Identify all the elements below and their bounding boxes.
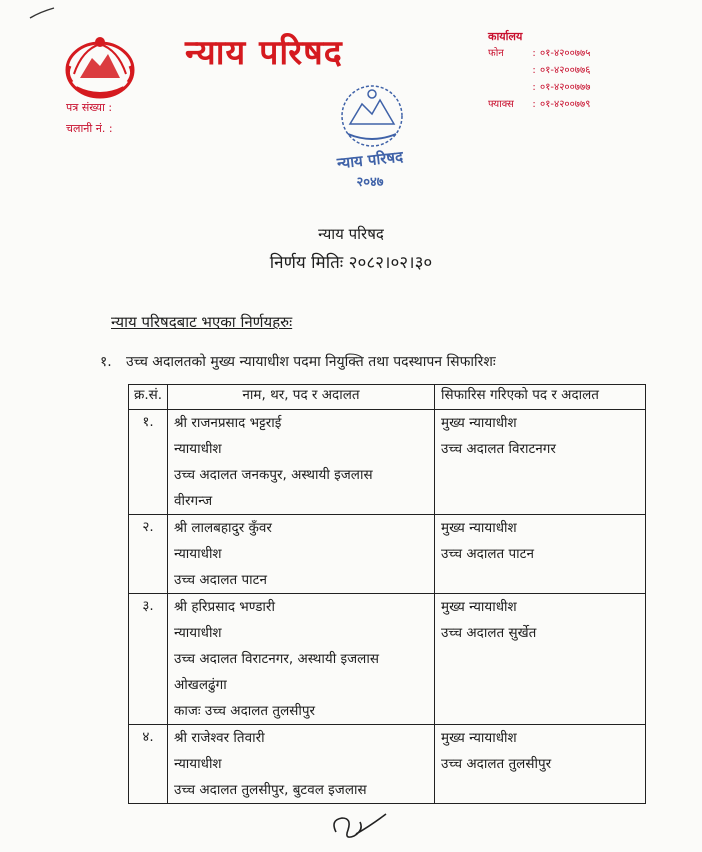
contact-value: ०१-४२००७७५ (540, 48, 591, 59)
item-number: १. (100, 354, 112, 370)
contact-label: फोन (488, 48, 504, 59)
row-details (168, 594, 435, 725)
recommended-court: उच्च अदालत तुलसीपुर (441, 756, 552, 772)
contact-row (488, 96, 590, 113)
judge-post: न्यायाधीश (174, 546, 222, 562)
judge-court-cont: वीरगन्ज (174, 493, 213, 509)
judge-court: उच्च अदालत पाटन (174, 572, 267, 588)
row-serial: ३. (129, 594, 168, 725)
nepal-emblem-icon (62, 30, 138, 100)
signature-mark (326, 808, 390, 846)
row-serial: १. (129, 410, 168, 515)
column-header-details: नाम, थर, पद र अदालत (168, 385, 435, 410)
recommended-post: मुख्य न्यायाधीश (441, 415, 517, 431)
recommended-court: उच्च अदालत सुर्खेत (441, 625, 537, 641)
row-recommended (435, 515, 646, 594)
table-row (129, 594, 646, 725)
row-recommended (435, 725, 646, 804)
recommended-court: उच्च अदालत विराटनगर (441, 441, 556, 457)
contact-separator: : (532, 99, 536, 110)
judge-acting-court: काजः उच्च अदालत तुलसीपुर (174, 703, 316, 719)
table-header-row (129, 385, 646, 410)
council-seal (322, 80, 418, 192)
contact-block (488, 28, 590, 113)
row-recommended (435, 594, 646, 725)
contact-row (488, 62, 590, 79)
item-heading (100, 352, 496, 371)
ref-number-label: पत्र संख्या : (66, 101, 113, 114)
contact-label: फ्याक्स (488, 99, 514, 110)
judge-name: श्री लालबहादुर कुँवर (174, 520, 272, 536)
pen-mark-icon (28, 6, 56, 20)
recommended-post: मुख्य न्यायाधीश (441, 730, 517, 746)
judge-court: उच्च अदालत विराटनगर, अस्थायी इजलास (174, 651, 379, 667)
contact-value: ०१-४२००७७६ (540, 65, 591, 76)
judge-post: न्यायाधीश (174, 441, 222, 457)
contact-separator: : (532, 48, 536, 59)
judge-court-cont: ओखलढुंगा (174, 677, 227, 693)
office-label: कार्यालय (488, 30, 523, 43)
table-row (129, 515, 646, 594)
judge-name: श्री राजेश्वर तिवारी (174, 730, 265, 746)
item-text: उच्च अदालतको मुख्य न्यायाधीश पदमा नियुक्ति तथा पदस्थापन सिफारिशः (126, 354, 496, 370)
dispatch-number-label: चलानी नं. : (66, 122, 113, 135)
row-details (168, 515, 435, 594)
contact-separator: : (532, 65, 536, 76)
judge-name: श्री हरिप्रसाद भण्डारी (174, 599, 275, 615)
section-title: न्याय परिषदबाट भएका निर्णयहरुः (111, 313, 293, 331)
decision-date: निर्णय मितिः २०८२।०२।३० (269, 253, 433, 273)
seal-year: २०४७ (356, 175, 384, 190)
contact-label (488, 62, 528, 79)
judge-post: न्यायाधीश (174, 625, 222, 641)
judge-court: उच्च अदालत तुलसीपुर, बुटवल इजलास (174, 782, 367, 798)
decisions-table (128, 384, 646, 804)
column-header-sn: क्र.सं. (129, 385, 168, 410)
letterhead-title: न्याय परिषद (185, 33, 343, 73)
contact-separator: : (532, 82, 536, 93)
recommended-court: उच्च अदालत पाटन (441, 546, 534, 562)
contact-row (488, 45, 590, 62)
judge-name: श्री राजनप्रसाद भट्टराई (174, 415, 282, 431)
judge-post: न्यायाधीश (174, 756, 222, 772)
seal-emblem-icon (322, 80, 418, 150)
column-header-recommended: सिफारिस गरिएको पद र अदालत (435, 385, 646, 410)
row-serial: २. (129, 515, 168, 594)
seal-text: न्याय परिषद (336, 147, 404, 173)
contact-label (488, 79, 528, 96)
organization-heading: न्याय परिषद (318, 225, 384, 243)
row-serial: ४. (129, 725, 168, 804)
contact-row (488, 79, 590, 96)
row-details (168, 410, 435, 515)
recommended-post: मुख्य न्यायाधीश (441, 599, 517, 615)
table-row (129, 725, 646, 804)
contact-value: ०१-४२००७७७ (540, 82, 591, 93)
row-details (168, 725, 435, 804)
table-row (129, 410, 646, 515)
judge-court: उच्च अदालत जनकपुर, अस्थायी इजलास (174, 467, 373, 483)
contact-value: ०१-४२००७७९ (540, 99, 591, 110)
row-recommended (435, 410, 646, 515)
recommended-post: मुख्य न्यायाधीश (441, 520, 517, 536)
